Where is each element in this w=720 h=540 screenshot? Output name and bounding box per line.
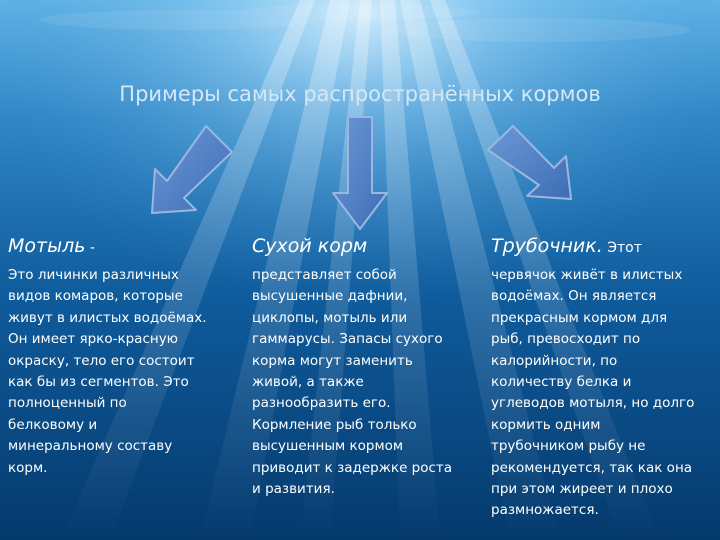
- arrow-down-right-icon: [488, 126, 571, 199]
- food-description: Это личинки различных видов комаров, которые живут в илистых водоёмах. Он имеет ярко-красную окраску, тело его состоит как бы из сегментов. Это полноценный по белковому и минеральному составу корм.: [8, 267, 207, 476]
- food-heading-tail: Этот: [602, 240, 642, 256]
- food-description: червячок живёт в илистых водоёмах. Он является прекрасным кормом для рыб, превосходит по калорийности, по количеству белка и углеводов мотыля, но долго кормить одним трубочником рыбу не рекомендуется, так как она при этом жиреет и плохо размножается.: [491, 267, 695, 519]
- food-heading: [491, 234, 716, 260]
- food-heading: [252, 234, 480, 260]
- food-column-motyl: [8, 234, 236, 479]
- slide-title: Примеры самых распространённых кормов: [119, 82, 601, 106]
- food-column-dry: [252, 234, 480, 500]
- food-column-tubifex: [491, 234, 716, 522]
- arrow-down-icon: [333, 117, 387, 229]
- food-heading: [8, 234, 236, 260]
- food-name: Трубочник.: [491, 235, 603, 257]
- food-description: представляет собой высушенные дафнии, циклопы, мотыль или гаммарусы. Запасы сухого корма могут заменить живой, а также разнообразить его. Кормление рыб только высушенным кормом приводит к задержке роста и развития.: [252, 267, 453, 498]
- food-name: Сухой корм: [252, 235, 368, 257]
- arrow-down-left-icon: [152, 126, 232, 213]
- food-heading-tail: -: [85, 240, 95, 256]
- food-name: Мотыль: [8, 235, 86, 257]
